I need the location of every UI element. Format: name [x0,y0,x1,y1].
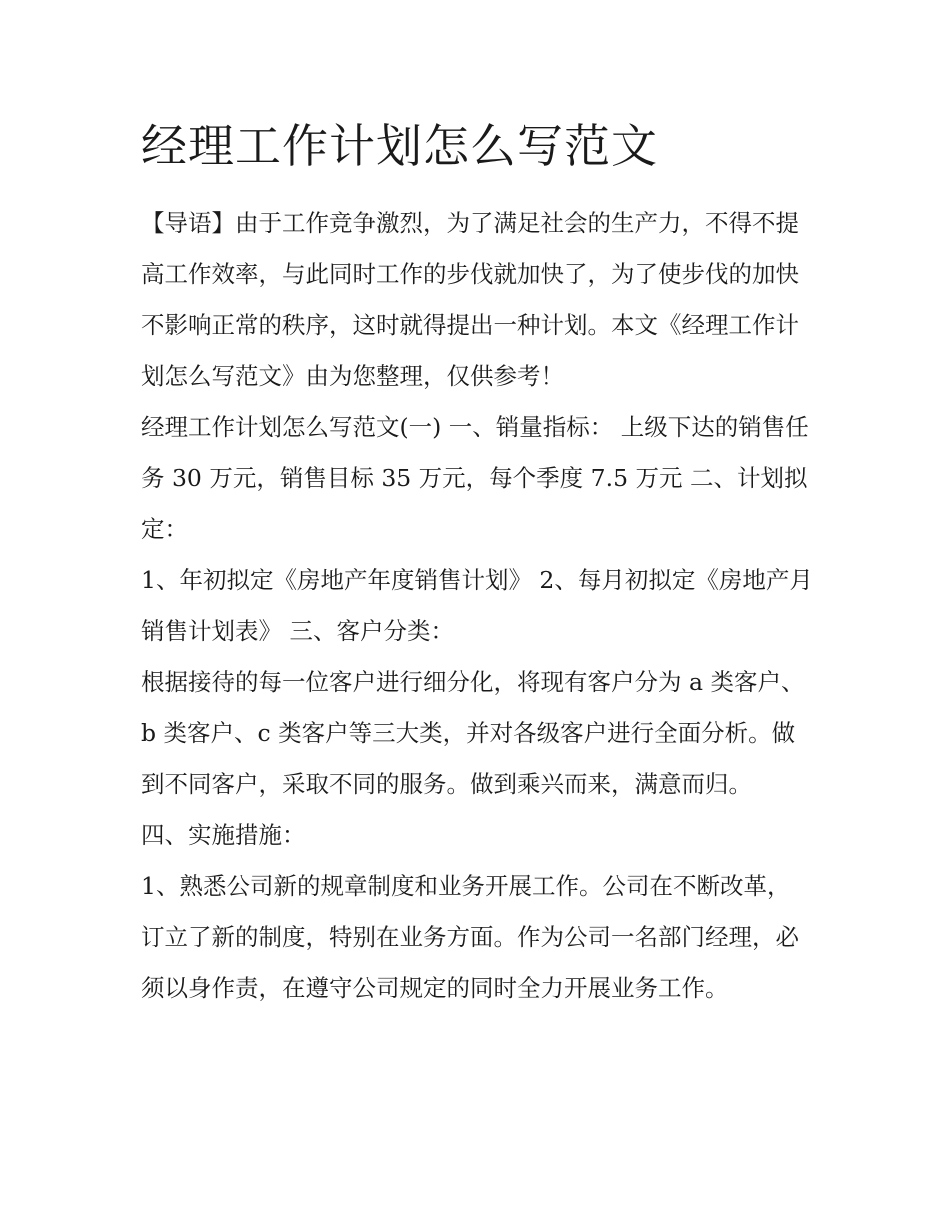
paragraph-sales-target: 经理工作计划怎么写范文(一) 一、销量指标： 上级下达的销售任务 30 万元，销售目标 35 万元，每个季度 7.5 万元 二、计划拟定： [141,413,809,543]
paragraph-measure-1: 1、熟悉公司新的规章制度和业务开展工作。公司在不断改革，订立了新的制度，特别在业务方面。作为公司一名部门经理，必须以身作责，在遵守公司规定的同时全力开展业务工作。 [141,872,799,1002]
document-title: 经理工作计划怎么写范文 [141,119,658,173]
paragraph-measures-heading: 四、实施措施： [141,821,306,849]
document-body [141,112,813,1014]
paragraph-intro: 【导语】由于工作竞争激烈，为了满足社会的生产力，不得不提高工作效率，与此同时工作的步伐就加快了，为了使步伐的加快不影响正常的秩序，这时就得提出一种计划。本文《经理工作计划怎么写范文》由为您整理，仅供参考！ [141,209,799,390]
paragraph-plan: 1、年初拟定《房地产年度销售计划》 2、每月初拟定《房地产月销售计划表》 三、客户分类： [141,566,813,645]
paragraph-customer-classification: 根据接待的每一位客户进行细分化，将现有客户分为 a 类客户、b 类客户、c 类客户等三大类，并对各级客户进行全面分析。做到不同客户，采取不同的服务。做到乘兴而来，满意而归。 [141,668,805,798]
